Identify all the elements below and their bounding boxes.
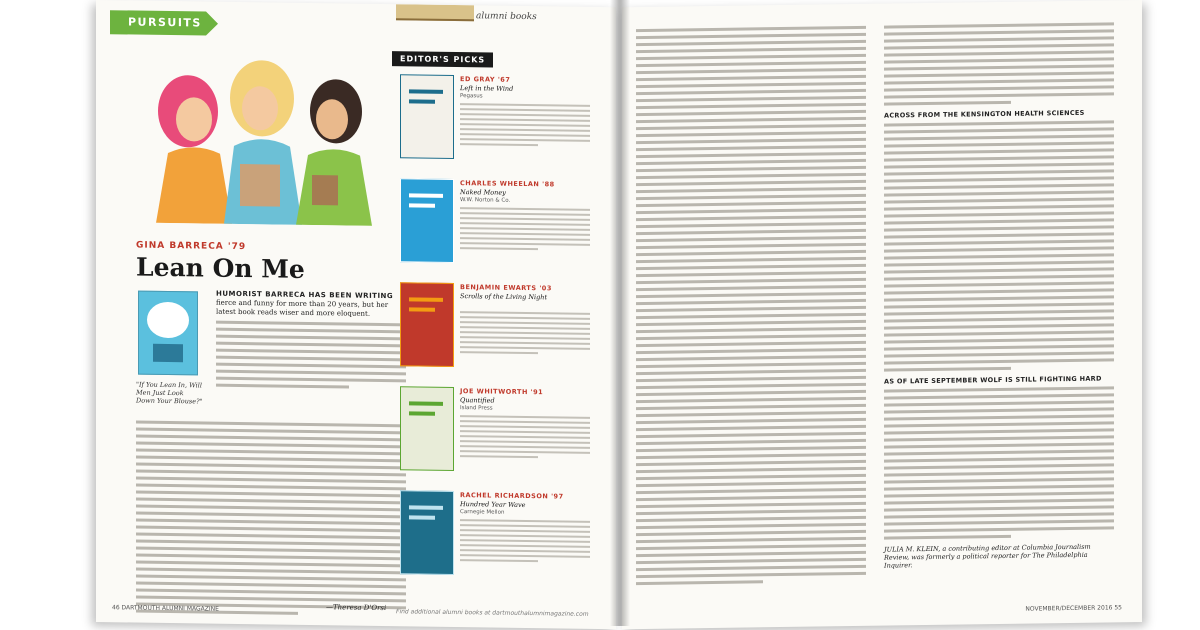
section-label: alumni books	[476, 11, 537, 23]
editors-pick-item	[392, 74, 602, 177]
lede-caps: HUMORIST BARRECA HAS BEEN WRITING	[216, 289, 394, 301]
pick-author: BENJAMIN EWARTS '03	[460, 283, 552, 293]
right-page	[622, 0, 1142, 629]
editors-pick-item	[392, 490, 602, 593]
pick-book-cover	[400, 386, 454, 471]
pick-author: CHARLES WHEELAN '88	[460, 179, 555, 189]
pick-author: ED GRAY '67	[460, 75, 511, 84]
pick-book-cover	[400, 74, 454, 159]
editors-picks	[392, 46, 602, 597]
editors-pick-item	[392, 282, 602, 385]
three-women-illustration	[136, 53, 386, 226]
editors-pick-item	[392, 386, 602, 489]
section-tag: PURSUITS	[110, 10, 206, 35]
pick-publisher: Island Press	[460, 405, 493, 412]
page-footer-left: 46 DARTMOUTH ALUMNI MAGAZINE	[112, 604, 219, 613]
editors-pick-item	[392, 178, 602, 281]
left-page	[96, 0, 616, 629]
pick-publisher: W.W. Norton & Co.	[460, 197, 511, 204]
magazine-spread	[96, 0, 1142, 630]
article-body-text	[136, 421, 406, 621]
article-byline: —Theresa D'Orsi	[326, 603, 387, 613]
pick-title: Quantified	[460, 396, 495, 405]
pick-publisher: Carnegie Mellon	[460, 509, 505, 516]
right-column-1	[636, 26, 866, 589]
pick-book-cover	[400, 282, 454, 367]
book-caption: "If You Lean In, Will Men Just Look Down Your Blouse?"	[136, 380, 203, 406]
lede-text: fierce and funny for more than 20 years, but her latest book reads wiser and more eloquent.	[216, 298, 389, 318]
featured-book-cover	[138, 291, 198, 376]
pick-book-cover	[400, 178, 454, 263]
page-footer-right: NOVEMBER/DECEMBER 2016 55	[1025, 604, 1122, 613]
article-headline: Lean On Me	[136, 252, 305, 284]
pick-book-cover	[400, 490, 454, 575]
magazine-spine-shadow	[610, 0, 630, 626]
book-illustration-top	[396, 4, 474, 21]
editors-picks-title: EDITOR'S PICKS	[392, 51, 493, 67]
pick-title: Hundred Year Wave	[460, 500, 526, 509]
pick-title: Naked Money	[460, 188, 506, 197]
right-column-2	[884, 22, 1114, 569]
pick-title: Left in the Wind	[460, 84, 514, 93]
pick-author: JOE WHITWORTH '91	[460, 387, 544, 397]
author-kicker: GINA BARRECA '79	[136, 240, 247, 253]
right-subhead-1: ACROSS FROM THE KENSINGTON HEALTH SCIENCES	[884, 108, 1085, 120]
author-bio: JULIA M. KLEIN, a contributing editor at Columbia Journalism Review, was formerly a political reporter for The Philadelphia Inquirer.	[884, 542, 1091, 570]
pick-author: RACHEL RICHARDSON '97	[460, 491, 564, 501]
right-subhead-2: AS OF LATE SEPTEMBER WOLF IS STILL FIGHTING HARD	[884, 374, 1102, 386]
lede-paragraph	[216, 290, 406, 394]
page-footer-note: Find additional alumni books at dartmouthalumnimagazine.com	[396, 608, 589, 618]
pick-publisher: Pegasus	[460, 93, 483, 100]
pick-title: Scrolls of the Living Night	[460, 292, 548, 302]
